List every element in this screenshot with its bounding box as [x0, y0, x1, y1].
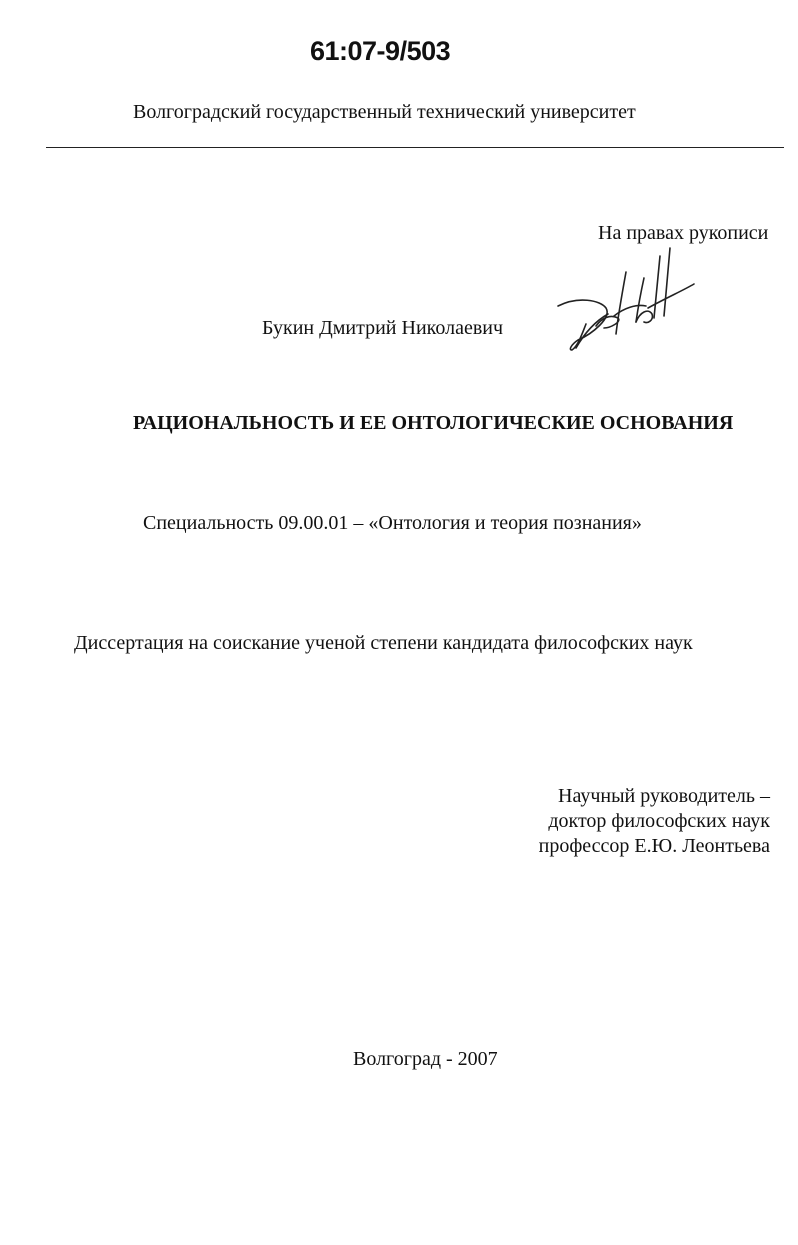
specialty-line: Специальность 09.00.01 – «Онтология и теория познания» [143, 512, 642, 534]
archive-code: 61:07-9/503 [310, 36, 451, 66]
manuscript-rights-note: На правах рукописи [598, 222, 769, 244]
university-name: Волгоградский государственный технический университет [133, 101, 636, 123]
supervisor-block [539, 784, 770, 859]
author-name: Букин Дмитрий Николаевич [262, 317, 504, 339]
city-year: Волгоград - 2007 [353, 1048, 498, 1070]
author-signature [548, 238, 708, 363]
supervisor-role: Научный руководитель – [558, 785, 770, 807]
supervisor-name: профессор Е.Ю. Леонтьева [538, 835, 770, 857]
supervisor-degree: доктор философских наук [548, 810, 770, 832]
header-divider [46, 147, 784, 148]
dissertation-title: РАЦИОНАЛЬНОСТЬ И ЕЕ ОНТОЛОГИЧЕСКИЕ ОСНОВАНИЯ [133, 412, 734, 434]
dissertation-type: Диссертация на соискание ученой степени кандидата философских наук [74, 632, 693, 654]
